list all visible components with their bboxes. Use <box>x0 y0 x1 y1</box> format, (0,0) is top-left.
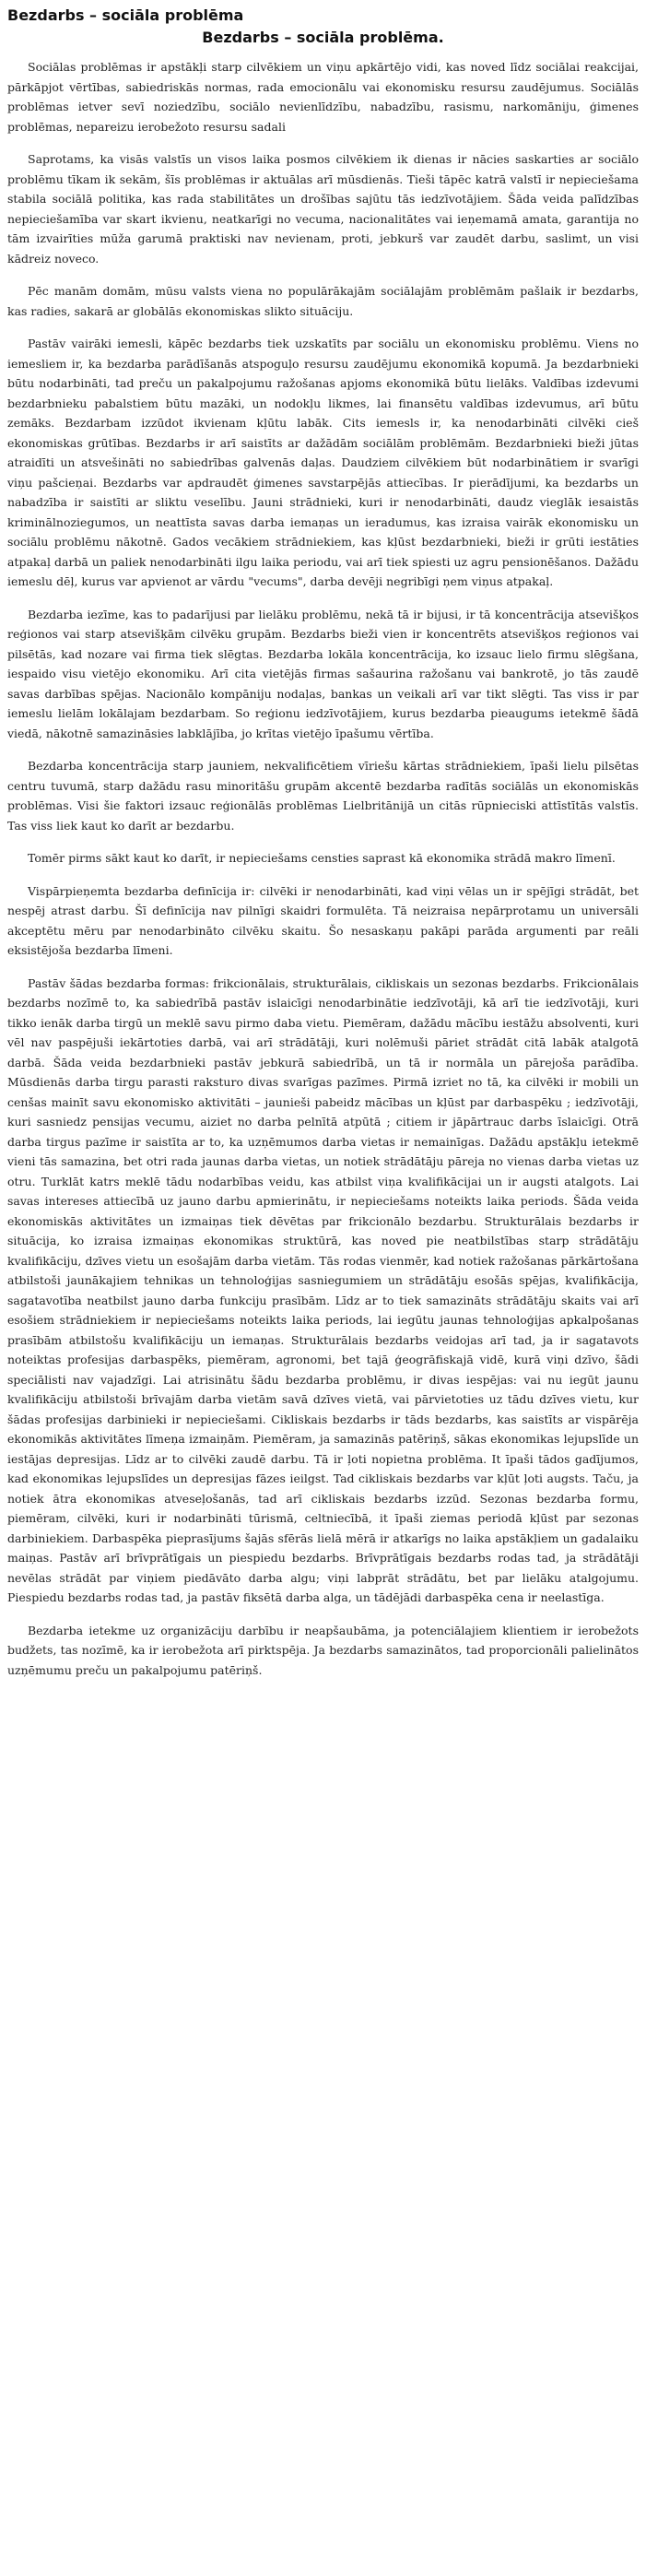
paragraph: Pastāv vairāki iemesli, kāpēc bezdarbs tiek uzskatīts par sociālu un ekonomisku problēmu. Viens no iemesliem ir, ka bezdarba parādīšanās atspoguļo resursu zaudējumu ekonomikā kopumā. Ja bezdarbnieki būtu nodarbināti, tad preču un pakalpojumu ražošanas apjoms ekonomikā būtu lielāks. Valdības izdevumi bezdarbnieku pabalstiem būtu mazāki, un nodokļu likmes, lai finansētu valdības izdevumus, arī būtu zemāks. Bezdarbam izzūdot ikvienam kļūtu labāk. Cits iemesls ir, ka nenodarbināti cilvēki cieš ekonomiskas grūtības. Bezdarbs ir arī saistīts ar dažādām sociālām problēmām. Bezdarbnieki bieži jūtas atraidīti un atsvešināti no sabiedrības galvenās daļas. Daudziem cilvēkiem būt nodarbinātiem ir svarīgi viņu pašcieņai. Bezdarbs var apdraudēt ģimenes savstarpējās attiecības. Ir pierādījumi, ka bezdarbs un nabadzība ir saistīti ar sliktu veselību. Jauni strādnieki, kuri ir nenodarbināti, daudz vieglāk iesaistās kriminālnoziegumos, un neattīsta savas darba iemaņas un ieradumus, kas izraisa vairāk ekonomisku un sociālu problēmu nākotnē. Gados vecākiem strādniekiem, kas kļūst bezdarbnieki, bieži ir grūti iestāties atpakaļ darbā un paliek nenodarbināti ilgu laika periodu, vai arī tiek spiesti uz agru pensionēšanos. Dažādu iemeslu dēļ, kurus var apvienot ar vārdu "vecums", darba devēji negribīgi ņem viņus atpakaļ. <box>7 337 639 588</box>
paragraph: Sociālas problēmas ir apstākļi starp cilvēkiem un viņu apkārtējo vidi, kas noved līdz sociālai reakcijai, pārkāpjot vērtības, sabiedriskās normas, rada emocionālu vai ekonomisku resursu zaudējumus. Sociālās problēmas ietver sevī noziedzību, sociālo nevienlīdzību, nabadzību, rasismu, narkomāniju, ģimenes problēmas, nepareizu ierobežoto resursu sadali <box>7 60 639 134</box>
paragraph: Vispārpieņemta bezdarba definīcija ir: cilvēki ir nenodarbināti, kad viņi vēlas un ir spējīgi strādāt, bet nespēj atrast darbu. Šī definīcija nav pilnīgi skaidri formulēta. Tā neizraisa nepārprotamu un universāli akceptētu mēru par nenodarbināto cilvēku skaitu. Šo nesaskaņu pakāpi parāda argumenti par reāli eksistējoša bezdarba līmeni. <box>7 883 639 957</box>
paragraph: Tomēr pirms sākt kaut ko darīt, ir nepieciešams censties saprast kā ekonomika strādā makro līmenī. <box>28 851 616 865</box>
paragraph: Saprotams, ka visās valstīs un visos laika posmos cilvēkiem ik dienas ir nācies saskarties ar sociālo problēmu tīkam ik sekām, šīs problēmas ir aktuālas arī mūsdienās. Tieši tāpēc katrā valstī ir nepieciešama stabila sociālā politika, kas rada stabilitātes un drošības sajūtu tās iedzīvotājiem. Šāda veida palīdzības nepieciešamība var skart ikvienu, neatkarīgi no vecuma, nacionalitātes vai ieņemamā amata, garantija no tām izvairīties mūža garumā praktiski nav nevienam, proti, jebkurš var zaudēt darbu, saslimt, un visi kādreiz noveco. <box>7 152 639 266</box>
document-title: Bezdarbs – sociāla problēma. <box>202 29 444 46</box>
document-heading: Bezdarbs – sociāla problēma <box>7 6 244 24</box>
paragraph: Bezdarba koncentrācija starp jauniem, nekvalificētiem vīriešu kārtas strādniekiem, īpaši lielu pilsētas centru tuvumā, starp dažādu rasu minoritāšu grupām akcentē bezdarba radītās sociālās un ekonomiskās problēmas. Visi šie faktori izsauc reģionālās problēmas Lielbritānijā un citās rūpnieciski attīstītās valstīs. Tas viss liek kaut ko darīt ar bezdarbu. <box>7 759 639 833</box>
paragraph: Pēc manām domām, mūsu valsts viena no populārākajām sociālajām problēmām pašlaik ir bezdarbs, kas radies, sakarā ar globālās ekonomiskas slikto situāciju. <box>7 284 639 318</box>
document-body <box>7 57 639 1680</box>
paragraph: Bezdarba ietekme uz organizāciju darbību ir neapšaubāma, ja potenciālajiem klientiem ir ierobežots budžets, tas nozīmē, ka ir ierobežota arī pirktspēja. Ja bezdarbs samazinātos, tad proporcionāli palielinātos uzņēmumu preču un pakalpojumu patēriņš. <box>7 1623 639 1677</box>
paragraph: Bezdarba iezīme, kas to padarījusi par lielāku problēmu, nekā tā ir bijusi, ir tā koncentrācija atsevišķos reģionos vai starp atsevišķām cilvēku grupām. Bezdarbs bieži vien ir koncentrēts atsevišķos reģionos vai pilsētās, kad nozare vai firma tiek slēgtas. Bezdarba lokāla koncentrācija, ko izsauc lielo firmu slēgšana, iespaido visu vietējo ekonomiku. Arī cita vietējās firmas sašaurina ražošanu vai bankrotē, jo tās zaudē savas darbības spējas. Nacionālo kompāniju nodaļas, bankas un veikali arī var tikt slēgti. Tas viss ir par iemeslu lielām lokālajam bezdarbam. So reģionu iedzīvotājiem, kurus bezdarba pieaugums ietekmē šādā viedā, nākotnē samazināsies labklājība, jo krītas vietējo īpašumu vērtība. <box>7 607 639 740</box>
paragraph: Pastāv šādas bezdarba formas: frikcionālais, strukturālais, cikliskais un sezonas bezdarbs. Frikcionālais bezdarbs nozīmē to, ka sabiedrībā pastāv islaicīgi nenodarbinātie iedzīvotāji, kā arī tie iedzīvotāji, kuri tikko ienāk darba tirgū un meklē savu pirmo dabа vietu. Piemēram, dažādu mācību iestāžu absolventi, kuri vēl nav paspējuši iekārtoties darbā, vai arī strādātāji, kuri nolēmuši pāriet strādāt citā labāk atalgotā darbā. Šāda veida bezdarbnieki pastāv jebkurā sabiedrībā, un tā ir normāla un pārejoša parādība. Mūsdienās darba tirgu parasti raksturo divas svarīgas pazīmes. Pirmā izriet no tā, ka cilvēki ir mobili un cenšas mainīt savu ekonomisko aktivitāti – jaunieši pabeidz mācības un kļūst par darbaspēku ; iedzīvotāji, kuri sasniedz pensijas vecumu, aiziet no darba pelnītā atpūtā ; citiem ir jāpārtrauc darbs īslaicīgi. Otrā darba tirgus pazīme ir saistīta ar to, ka uzņēmumos darba vietas ir nemainīgas. Dažādu apstākļu ietekmē vieni tās samazina, bet otri rada jaunas darba vietas, un notiek strādātāju pāreja no vienas darba vietas uz otru. Turklāt katrs meklē tādu nodarbības veidu, kas atbilst viņa kvalifikācijai un ir augsti atalgots. Lai savas intereses attiecībā uz jauno darbu apmierinātu, ir nepieciešams noteikts laika periods. Šāda veida ekonomiskās aktivitātes un izmaiņas tiek dēvētas par frikcionālo bezdarbu. Strukturālais bezdarbs ir situācija, ko izraisa izmaiņas ekonomikas struktūrā, kas noved pie neatbilstības starp strādātāju kvalifikāciju, dzīves vietu un esošajām darba vietām. Tās rodas vienmēr, kad notiek ražošanas pārkārtošana atbilstoši jaunākajiem tehnikas un tehnoloģijas sasniegumiem un strādātāju esošās spējas, kvalifikācija, sagatavotība neatbilst jauno darba funkciju prasībām. Līdz ar to tiek samazināts strādātāju skaits vai arī esošiem strādniekiem ir nepieciešams noteikts laika periods, lai iegūtu jaunas tehnoloģijas apkalpošanas prasībām atbilstošu kvalifikāciju un iemaņas. Strukturālais bezdarbs veidojas arī tad, ja ir sagatavots noteiktas profesijas darbaspēks, piemēram, agronomi, bet tajā ģeogrāfiskajā vidē, kurā viņi dzīvo, šādi speciālisti nav vajadzīgi. Lai atrisinātu šādu bezdarba problēmu, ir divas iespējas: vai nu iegūt jaunu kvalifikāciju atbilstoši brīvajām darba vietām savā dzīves vietā, vai pārvietoties uz tādu dzīves vietu, kur šādas profesijas darbinieki ir nepieciešami. Cikliskais bezdarbs ir tāds bezdarbs, kas saistīts ar vispārēja ekonomikās aktivitātes līmeņa izmaiņām. Piemēram, ja samazinās patēriņš, sākas ekonomikas lejupslīde un iestājas depresijas. Līdz ar to cilvēki zaudē darbu. Tā ir ļoti nopietna problēma. It īpaši tādos gadījumos, kad ekonomikas lejupslīdes un depresijas fāzes ieilgst. Tad cikliskais bezdarbs var kļūt ļoti augsts. Taču, ja notiek ātra ekonomikas atveseļošanās, tad arī cikliskais bezdarbs izzūd. Sezonas bezdarba formu, piemēram, cilvēki, kuri ir nodarbināti tūrismā, celtniecībā, it īpaši ziemas periodā kļūst par sezonas darbiniekiem. Darbaspēka pieprasījums šajās sfērās lielā mērā ir atkarīgs no laika apstākļiem un gadalaiku maiņas. Pastāv arī brīvprātīgais un piespiedu bezdarbs. Brīvprātīgais bezdarbs rodas tad, ja strādātāji nevēlas strādāt par viņiem piedāvāto darba algu; viņi labprāt strādātu, bet par lielāku atalgojumu. Piespiedu bezdarbs rodas tad, ja pastāv fiksētā darba alga, un tādējādi darbaspēka cena ir neelastīga. <box>7 975 639 1604</box>
